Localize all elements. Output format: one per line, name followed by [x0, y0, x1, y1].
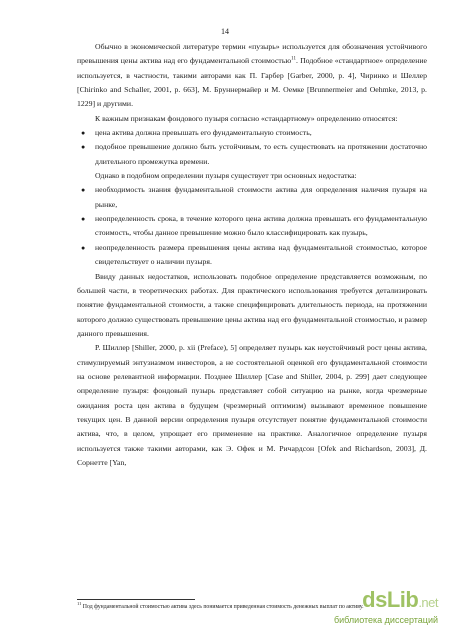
list-item [81, 140, 427, 169]
watermark-caption: библиотека диссертаций [333, 615, 438, 625]
page-number: 14 [221, 27, 229, 36]
list-item-text: неопределенность срока, в течение которого цена актива должна превышать его фундаментальную стоимость, чтобы данное превышение можно было классифицировать как пузырь, [95, 214, 427, 238]
paragraph-shiller-definition: Р. Шиллер [Shiller, 2000, p. xii (Preface), 5] определяет пузырь как неустойчивый рост цены актива, стимулируемый энтузиазмом инвесторов, а не состоятельной оценкой его фундаментальной стоимости на основе релевантной информации. Позднее Шиллер [Case and Shiller, 2004, p. 299] дает следующее определение пузыря: фондовый пузырь представляет собой ситуацию на рынке, когда чрезмерные ожидания роста цен актива в будущем (чрезмерный оптимизм) вызывают временное повышение текущих цен. В данной версии определения пузыря отсутствует понятие фундаментальной стоимости актива, что, в целом, упрощает его применение на практике. Аналогичное определение пузыря используется также такими авторами, как Э. Офек и М. Ричардсон [Ofek and Richardson, 2003], Д. Сорнетте [Yan, [77, 343, 427, 467]
paragraph-features-intro: К важным признакам фондового пузыря согласно «стандартному» определению относятся: [95, 113, 398, 123]
list-item [81, 212, 427, 241]
logo-suffix-text: .net [418, 595, 438, 610]
paragraph-text: Обычно в экономической литературе термин «пузырь» используется для обозначения устойчивого превышения цены актива над его фундаментальной стоимостью [77, 42, 427, 66]
bullet-icon: ● [81, 143, 86, 152]
footnote-marker: 11 [77, 601, 82, 607]
logo-main-text: dsLib [362, 587, 419, 612]
paragraph-shortcomings-intro: Однако в подобном определении пузыря существует три основных недостатка: [95, 171, 357, 181]
bullet-icon: ● [81, 215, 86, 224]
paragraph-practical-use: Ввиду данных недостатков, использовать подобное определение представляется возможным, по большей части, в теоретических работах. Для практического использования требуется детализировать понятие фундаментальной стоимости, а также специфицировать длительность периода, на протяжении которого должно существовать превышение цены актива над его фундаментальной стоимостью, и размер данного превышения. [77, 271, 427, 338]
footnote-divider [77, 599, 195, 600]
list-item [81, 126, 427, 140]
bullet-icon: ● [81, 243, 86, 252]
paragraph-text: . Подобное «стандартное» определение используется, в частности, такими авторами как П. Гарбер [Garber, 2000, p. 4], Чиринко и Шеллер [Chirinko and Schaller, 2001, p. 663], М. Бруннермайер и М. Оемке [Brunnermeier and Oehmke, 2013, p. 1229] и другими. [77, 56, 427, 109]
bullet-list-features [77, 126, 427, 169]
list-item-text: подобное превышение должно быть устойчивым, то есть существовать на протяжении достаточно длительного промежутка времени. [95, 142, 427, 166]
paragraph-bubble-definition [77, 40, 427, 112]
list-item-text: необходимость знания фундаментальной стоимости актива для определения наличия пузыря на рынке, [95, 185, 427, 209]
list-item-text: неопределенность размера превышения цены актива над фундаментальной стоимостью, которое свидетельствует о наличии пузыря. [95, 242, 427, 267]
bullet-icon: ● [81, 129, 86, 138]
list-item [81, 241, 427, 270]
bullet-list-shortcomings [77, 183, 427, 269]
footnote-reference[interactable]: 11 [291, 56, 296, 62]
dslib-logo-icon [362, 587, 438, 613]
footnote-text: Под фундаментальной стоимостью актива здесь понимается приведенная стоимость денежных выплат по активу. [82, 604, 364, 610]
document-body [77, 40, 427, 470]
list-item-text: цена актива должна превышать его фундаментальную стоимость, [95, 128, 312, 138]
list-item [81, 183, 427, 212]
bullet-icon: ● [81, 186, 86, 195]
watermark-logo [320, 587, 438, 631]
